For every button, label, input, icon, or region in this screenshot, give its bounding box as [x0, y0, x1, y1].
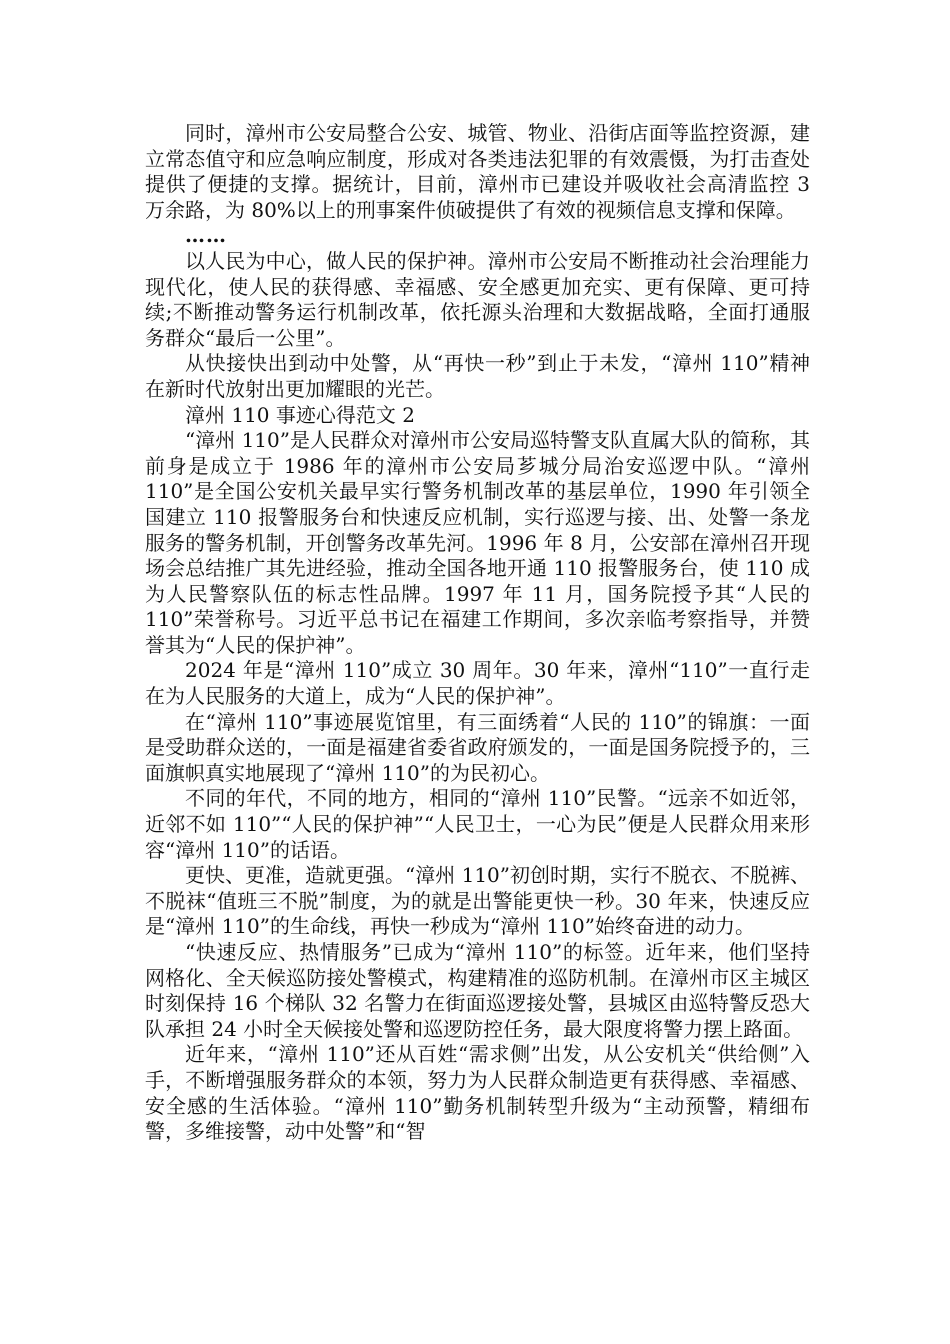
- paragraph-history: “漳州 110”是人民群众对漳州市公安局巡特警支队直属大队的简称，其前身是成立于 1986 年的漳州市公安局芗城分局治安巡逻中队。“漳州 110”是全国公安机关最早实行警务机制改革的基层单位，1990 年引领全国建立 110 报警服务台和快速反应机制，实行巡逻与接、出、处警一条龙服务的警务机制，开创警务改革先河。1996 年 8 月，公安部在漳州召开现场会总结推广其先进经验，推动全国各地开通 110 报警服务台，使 110 成为人民警察队伍的标志性品牌。1997 年 11 月，国务院授予其“人民的 110”荣誉称号。习近平总书记在福建工作期间，多次亲临考察指导，并赞誉其为“人民的保护神”。: [145, 428, 810, 657]
- paragraph-recent-years: 近年来，“漳州 110”还从百姓“需求侧”出发，从公安机关“供给侧”入手，不断增强服务群众的本领，努力为人民群众制造更有获得感、幸福感、安全感的生活体验。“漳州 110”勤务机制转型升级为“主动预警，精细布警，多维接警，动中处警”和“智: [145, 1042, 810, 1144]
- paragraph-eras: 不同的年代，不同的地方，相同的“漳州 110”民警。“远亲不如近邻，近邻不如 110”“人民的保护神”“人民卫士，一心为民”便是人民群众用来形容“漳州 110”的话语。: [145, 786, 810, 862]
- paragraph-faster: 更快、更准，造就更强。“漳州 110”初创时期，实行不脱衣、不脱裤、不脱袜“值班三不脱”制度，为的就是出警能更快一秒。30 年来，快速反应是“漳州 110”的生命线，再快一秒成为“漳州 110”始终奋进的动力。: [145, 863, 810, 939]
- section-heading: 漳州 110 事迹心得范文 2: [185, 402, 415, 427]
- paragraph-people-centered: 以人民为中心，做人民的保护神。漳州市公安局不断推动社会治理能力现代化，使人民的获得感、幸福感、安全感更加充实、更有保障、更可持续;不断推动警务运行机制改革，依托源头治理和大数据战略，全面打通服务群众“最后一公里”。: [145, 248, 810, 350]
- paragraph-ellipsis: ……: [185, 223, 227, 248]
- paragraph-surveillance: 同时，漳州市公安局整合公安、城管、物业、沿街店面等监控资源，建立常态值守和应急响应制度，形成对各类违法犯罪的有效震慑，为打击查处提供了便捷的支撑。据统计，目前，漳州市已建设并吸收社会高清监控 3 万余路，为 80%以上的刑事案件侦破提供了有效的视频信息支撑和保障。: [145, 121, 810, 222]
- paragraph-anniversary: 2024 年是“漳州 110”成立 30 周年。30 年来，漳州“110”一直行走在为人民服务的大道上，成为“人民的保护神”。: [145, 658, 810, 709]
- document-body: [145, 121, 810, 1145]
- paragraph-rapid-response: “快速反应、热情服务”已成为“漳州 110”的标签。近年来，他们坚持网格化、全天候巡防接处警模式，构建精准的巡防机制。在漳州市区主城区时刻保持 16 个梯队 32 名警力在街面巡逻接处警，县城区由巡特警反恐大队承担 24 小时全天候接处警和巡逻防控任务，最大限度将警力摆上路面。: [145, 940, 810, 1041]
- paragraph-spirit: 从快接快出到动中处警，从“再快一秒”到止于未发，“漳州 110”精神在新时代放射出更加耀眼的光芒。: [145, 351, 810, 401]
- paragraph-banners: 在“漳州 110”事迹展览馆里，有三面绣着“人民的 110”的锦旗：一面是受助群众送的，一面是福建省委省政府颁发的，一面是国务院授予的，三面旗帜真实地展现了“漳州 110”的为民初心。: [145, 709, 810, 785]
